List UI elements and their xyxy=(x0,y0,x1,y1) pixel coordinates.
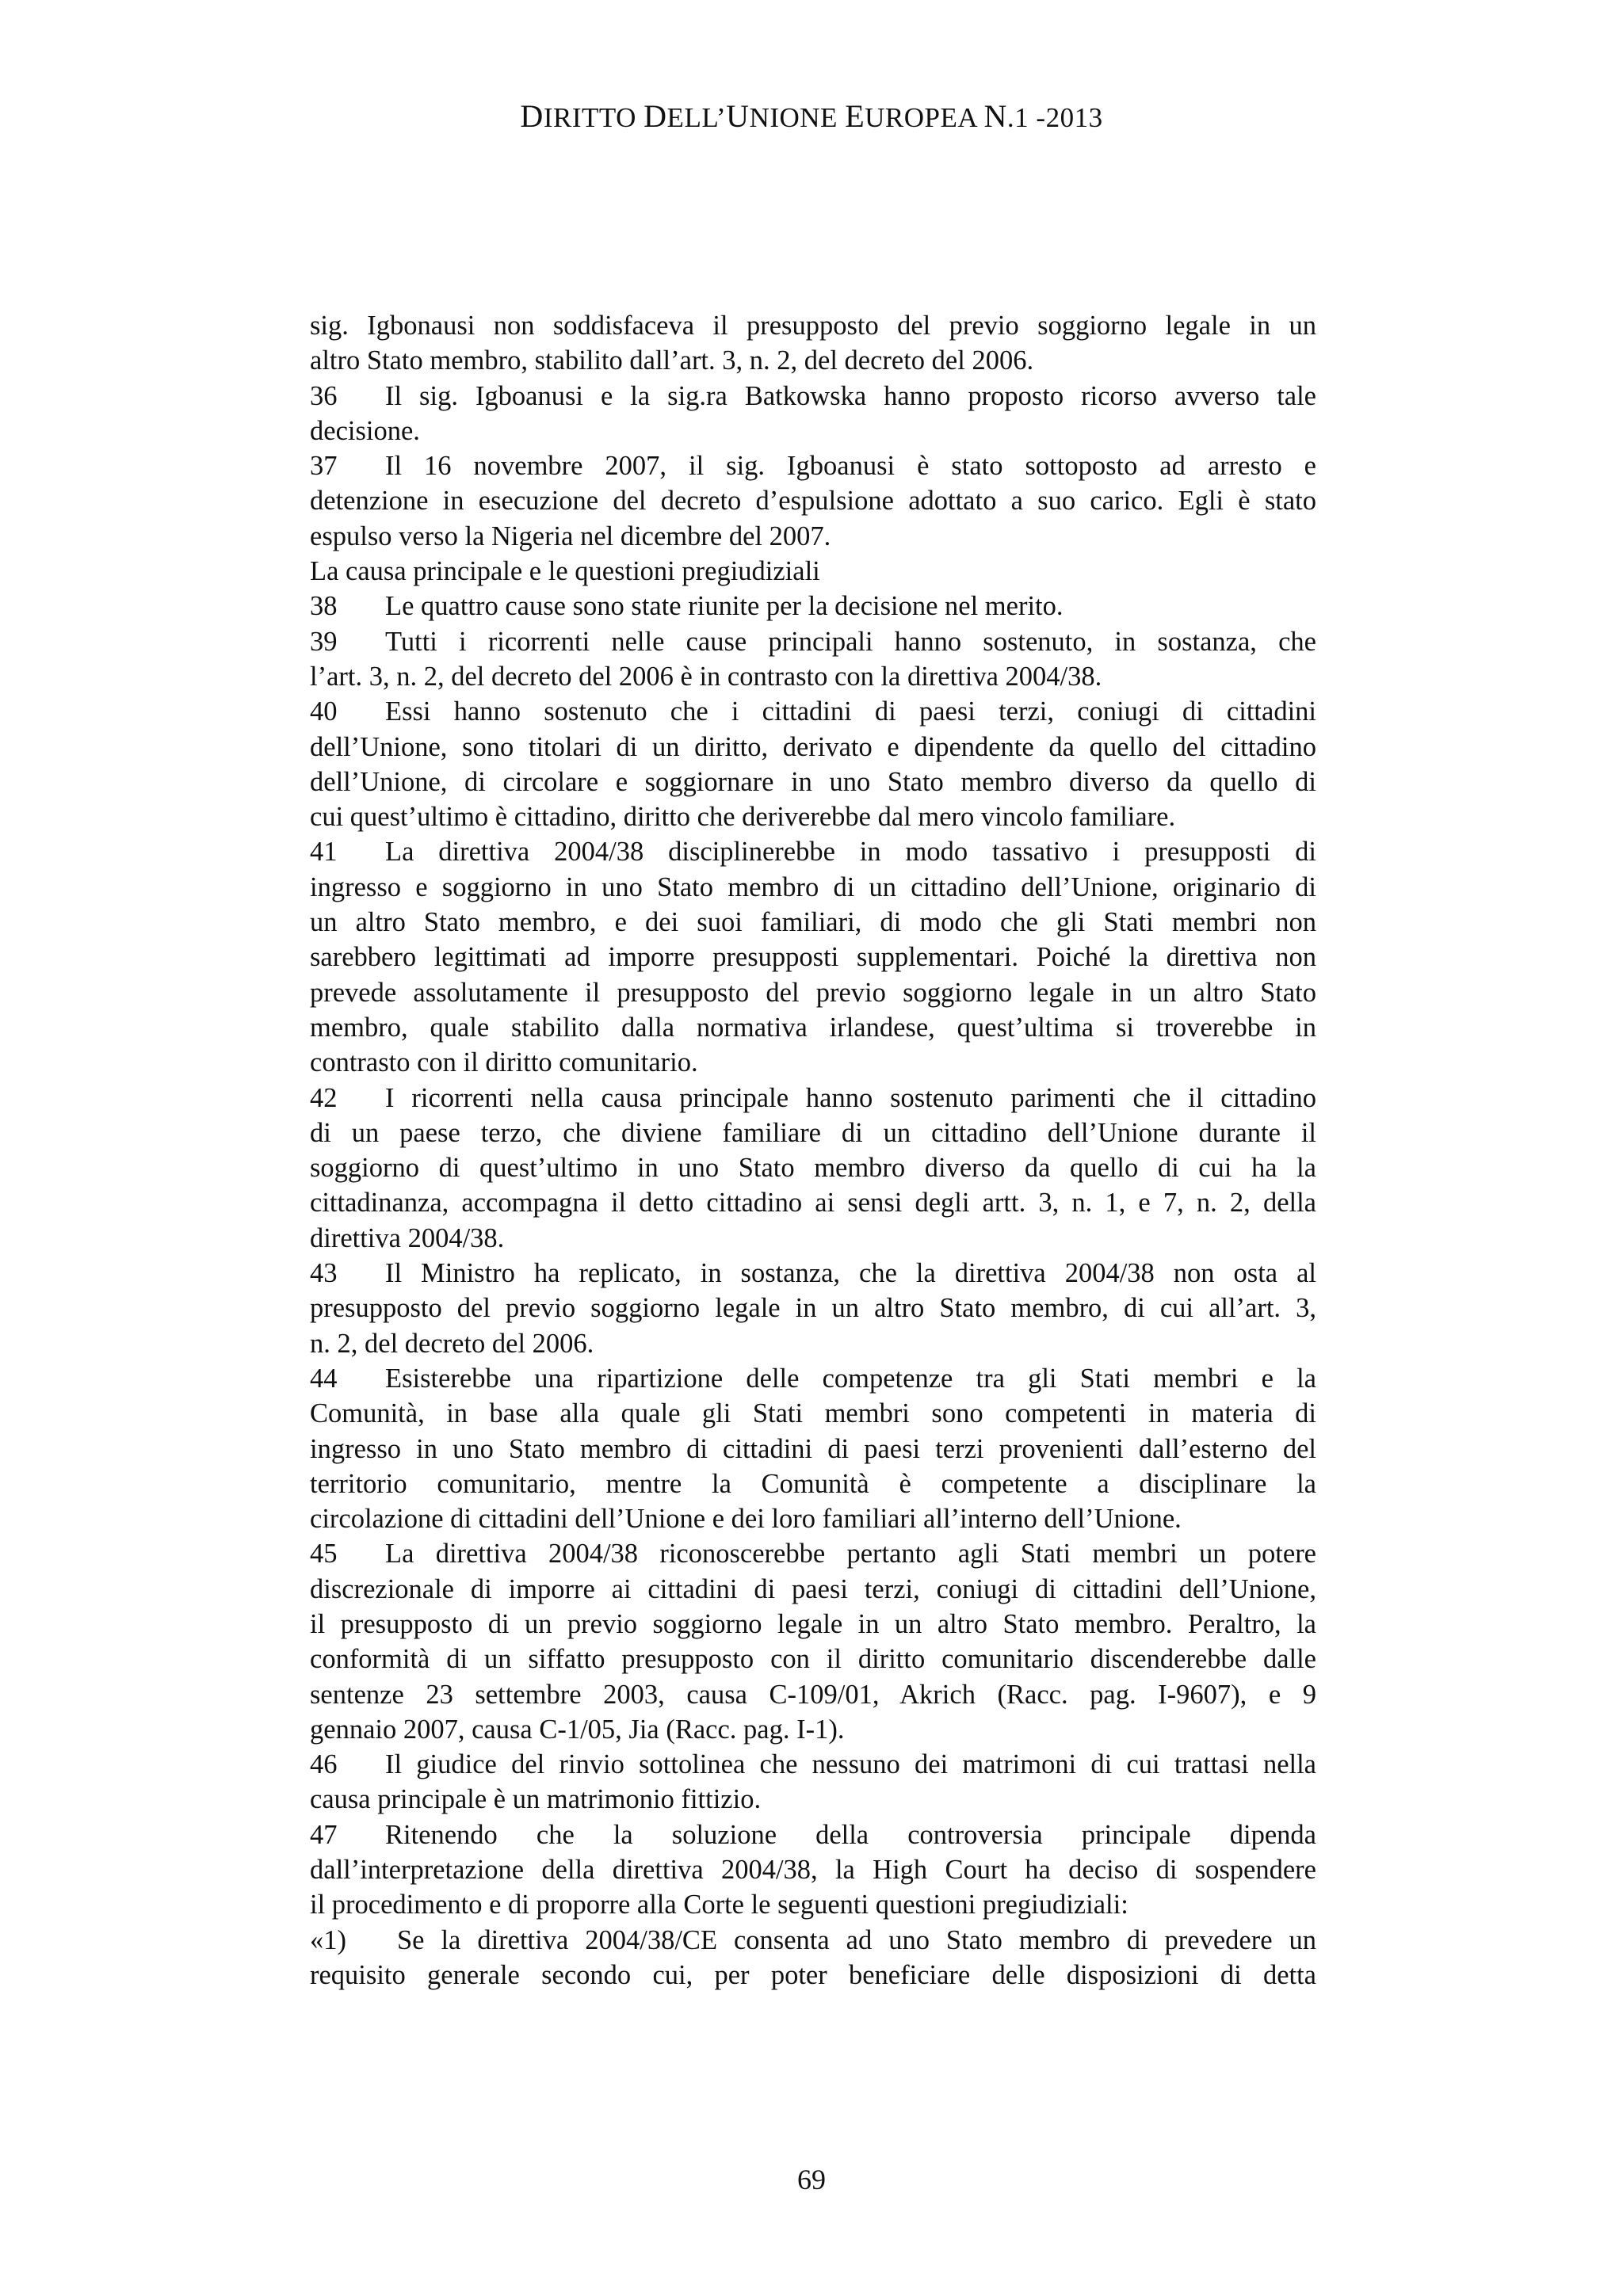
text-line xyxy=(310,1326,1316,1361)
line-text: un altro Stato membro, e dei suoi familiari, di modo che gli Stati membri non xyxy=(310,907,1316,938)
line-text: sarebbero legittimati ad imporre presupposti supplementari. Poiché la direttiva non xyxy=(310,942,1316,973)
line-text: sig. Igbonausi non soddisfaceva il presupposto del previo soggiorno legale in un xyxy=(310,311,1316,341)
text-line xyxy=(310,694,1316,729)
text-line xyxy=(310,1572,1316,1607)
line-text: causa principale è un matrimonio fittizio. xyxy=(310,1784,762,1815)
paragraph-number: 41 xyxy=(310,837,338,868)
line-text: La direttiva 2004/38 disciplinerebbe in modo tassativo i presupposti di xyxy=(385,837,1316,868)
text-line xyxy=(310,308,1316,343)
line-text: contrasto con il diritto comunitario. xyxy=(310,1047,698,1078)
text-line xyxy=(310,1150,1316,1185)
text-line xyxy=(310,975,1316,1010)
line-text: Se la direttiva 2004/38/CE consenta ad uno Stato membro di prevedere un xyxy=(397,1924,1316,1955)
line-text: cittadinanza, accompagna il detto cittadino ai sensi degli artt. 3, n. 1, e 7, n. 2, della xyxy=(310,1188,1316,1219)
line-text: espulso verso la Nigeria nel dicembre del 2007. xyxy=(310,521,831,551)
text-line xyxy=(310,589,1316,624)
line-text: di un paese terzo, che diviene familiare di un cittadino dell’Unione durante il xyxy=(310,1117,1316,1148)
line-text: La direttiva 2004/38 riconoscerebbe pertanto agli Stati membri un potere xyxy=(385,1539,1316,1569)
line-text: il presupposto di un previo soggiorno legale in un altro Stato membro. Peraltro, la xyxy=(310,1608,1316,1639)
line-text: direttiva 2004/38. xyxy=(310,1222,505,1253)
text-line xyxy=(310,1396,1316,1431)
paragraph-number: 45 xyxy=(310,1539,338,1569)
text-line xyxy=(310,1221,1316,1256)
text-line xyxy=(310,870,1316,905)
text-line xyxy=(310,1958,1316,1993)
text-line xyxy=(310,448,1316,483)
line-text: Essi hanno sostenuto che i cittadini di paesi terzi, coniugi di cittadini xyxy=(385,696,1316,727)
text-line xyxy=(310,940,1316,974)
body-text xyxy=(310,308,1316,1993)
text-line xyxy=(310,554,1316,589)
text-line xyxy=(310,659,1316,694)
paragraph-number: 47 xyxy=(310,1819,338,1850)
text-line xyxy=(310,1116,1316,1150)
text-line xyxy=(310,379,1316,414)
line-text: La causa principale e le questioni pregiudiziali xyxy=(310,556,820,587)
paragraph-number: 44 xyxy=(310,1363,338,1394)
text-line xyxy=(310,1536,1316,1571)
line-text: requisito generale secondo cui, per poter beneficiare delle disposizioni di detta xyxy=(310,1959,1316,1990)
text-line xyxy=(310,1045,1316,1080)
line-text: Ritenendo che la soluzione della controversia principale dipenda xyxy=(385,1819,1316,1850)
text-line xyxy=(310,799,1316,834)
line-text: Il giudice del rinvio sottolinea che nessuno dei matrimoni di cui trattasi nella xyxy=(385,1749,1316,1780)
paragraph-number: 37 xyxy=(310,451,338,482)
line-text: gennaio 2007, causa C-1/05, Jia (Racc. pag. I-1). xyxy=(310,1714,845,1745)
line-text: territorio comunitario, mentre la Comunità è competente a disciplinare la xyxy=(310,1468,1316,1499)
line-text: conformità di un siffatto presupposto con il diritto comunitario discenderebbe dalle xyxy=(310,1644,1316,1675)
text-line xyxy=(310,1256,1316,1291)
line-text: cui quest’ultimo è cittadino, diritto che deriverebbe dal mero vincolo familiare. xyxy=(310,802,1176,833)
text-line xyxy=(310,1432,1316,1466)
text-line xyxy=(310,765,1316,799)
running-header xyxy=(0,97,1623,135)
text-line xyxy=(310,519,1316,554)
line-text: il procedimento e di proporre alla Corte le seguenti questioni pregiudiziali: xyxy=(310,1890,1128,1920)
line-text: Il Ministro ha replicato, in sostanza, che la direttiva 2004/38 non osta al xyxy=(385,1258,1316,1289)
text-line xyxy=(310,1642,1316,1676)
text-line xyxy=(310,343,1316,378)
text-line xyxy=(310,1712,1316,1747)
line-text: prevede assolutamente il presupposto del previo soggiorno legale in un altro Stato xyxy=(310,977,1316,1008)
line-text: altro Stato membro, stabilito dall’art. 3, n. 2, del decreto del 2006. xyxy=(310,345,1034,376)
text-line xyxy=(310,1185,1316,1220)
text-line xyxy=(310,1010,1316,1045)
page-number xyxy=(0,2163,1623,2196)
paragraph-number: 46 xyxy=(310,1749,338,1780)
text-line xyxy=(310,1852,1316,1887)
paragraph-number: 40 xyxy=(310,696,338,727)
line-text: presupposto del previo soggiorno legale in un altro Stato membro, di cui all’art. 3, xyxy=(310,1293,1316,1324)
text-line xyxy=(310,1782,1316,1817)
line-text: dall’interpretazione della direttiva 2004/38, la High Court ha deciso di sospendere xyxy=(310,1855,1316,1886)
text-line xyxy=(310,1677,1316,1712)
line-text: n. 2, del decreto del 2006. xyxy=(310,1328,594,1359)
line-text: dell’Unione, di circolare e soggiornare in uno Stato membro diverso da quello di xyxy=(310,766,1316,797)
line-text: sentenze 23 settembre 2003, causa C-109/01, Akrich (Racc. pag. I-9607), e 9 xyxy=(310,1679,1316,1710)
line-text: Le quattro cause sono state riunite per la decisione nel merito. xyxy=(385,591,1064,622)
line-text: Il sig. Igboanusi e la sig.ra Batkowska hanno proposto ricorso avverso tale xyxy=(385,380,1316,411)
line-text: membro, quale stabilito dalla normativa irlandese, quest’ultima si troverebbe in xyxy=(310,1012,1316,1043)
paragraph-number: «1) xyxy=(310,1924,346,1955)
page-number-value: 69 xyxy=(797,2164,826,2195)
line-text: soggiorno di quest’ultimo in uno Stato membro diverso da quello di cui ha la xyxy=(310,1153,1316,1184)
line-text: circolazione di cittadini dell’Unione e dei loro familiari all’interno dell’Unione. xyxy=(310,1504,1182,1535)
text-line xyxy=(310,1817,1316,1852)
text-line xyxy=(310,1466,1316,1501)
line-text: l’art. 3, n. 2, del decreto del 2006 è in contrasto con la direttiva 2004/38. xyxy=(310,661,1102,692)
text-line xyxy=(310,1887,1316,1922)
paragraph-number: 39 xyxy=(310,626,338,657)
text-line xyxy=(310,1923,1316,1958)
running-header-title: DIRITTO DELL’UNIONE EUROPEA N.1 -2013 xyxy=(520,98,1103,134)
text-line xyxy=(310,905,1316,940)
line-text: Il 16 novembre 2007, il sig. Igboanusi è stato sottoposto ad arresto e xyxy=(385,451,1316,482)
text-line xyxy=(310,834,1316,869)
line-text: dell’Unione, sono titolari di un diritto, derivato e dipendente da quello del cittadino xyxy=(310,731,1316,762)
line-text: I ricorrenti nella causa principale hanno sostenuto parimenti che il cittadino xyxy=(385,1082,1316,1113)
text-line xyxy=(310,730,1316,765)
text-line xyxy=(310,1081,1316,1116)
text-line xyxy=(310,1361,1316,1396)
line-text: Comunità, in base alla quale gli Stati membri sono competenti in materia di xyxy=(310,1398,1316,1429)
text-line xyxy=(310,1607,1316,1642)
text-line xyxy=(310,483,1316,518)
paragraph-number: 38 xyxy=(310,591,338,622)
text-line xyxy=(310,414,1316,448)
paragraph-number: 36 xyxy=(310,380,338,411)
line-text: detenzione in esecuzione del decreto d’espulsione adottato a suo carico. Egli è stato xyxy=(310,486,1316,517)
line-text: discrezionale di imporre ai cittadini di paesi terzi, coniugi di cittadini dell’Unione, xyxy=(310,1573,1316,1604)
text-line xyxy=(310,1501,1316,1536)
line-text: Esisterebbe una ripartizione delle competenze tra gli Stati membri e la xyxy=(385,1363,1316,1394)
paragraph-number: 43 xyxy=(310,1258,338,1289)
line-text: decisione. xyxy=(310,415,420,446)
text-line xyxy=(310,1747,1316,1782)
text-line xyxy=(310,624,1316,659)
line-text: Tutti i ricorrenti nelle cause principali hanno sostenuto, in sostanza, che xyxy=(385,626,1316,657)
text-line xyxy=(310,1291,1316,1325)
paragraph-number: 42 xyxy=(310,1082,338,1113)
line-text: ingresso in uno Stato membro di cittadini di paesi terzi provenienti dall’esterno del xyxy=(310,1433,1316,1464)
line-text: ingresso e soggiorno in uno Stato membro di un cittadino dell’Unione, originario di xyxy=(310,871,1316,902)
